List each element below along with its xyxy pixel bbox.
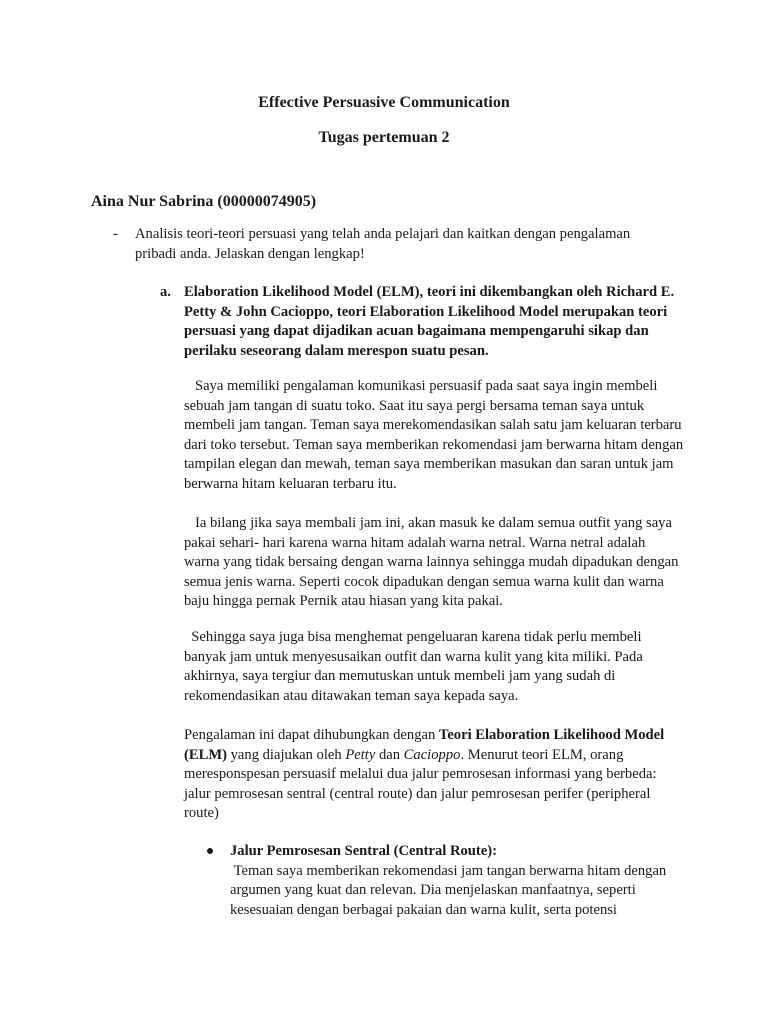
question-item [113,225,673,264]
paragraph-4-author1: Petty [345,746,376,763]
paragraph-4-mid1: yang diajukan oleh [226,746,346,763]
bullet-icon [207,848,213,854]
bullet-item-central-route [230,842,680,920]
paragraph-1 [184,377,684,494]
document-title: Effective Persuasive Communication [258,94,510,111]
paragraph-4 [184,726,684,824]
document-subtitle: Tugas pertemuan 2 [318,129,450,146]
paragraph-4-mid2: dan [375,746,404,763]
paragraph-2-text: Ia bilang jika saya membali jam ini, akan masuk ke dalam semua outfit yang saya pakai sehari- hari karena warna hitam adalah warna netral. Warna netral adalah warna yang tidak bersaing dengan warna lainnya sehingga mudah dipadukan dengan semua jenis warna. Seperti cocok dipadukan dengan semua warna kulit dan warna baju hingga pernak Pernik atau hiasan yang kita pakai. [184,515,679,609]
paragraph-3-text: Sehingga saya juga bisa menghemat pengeluaran karena tidak perlu membeli banyak jam untuk menyesusaikan outfit dan warna kulit yang kita miliki. Pada akhirnya, saya tergiur dan memutuskan untuk membeli jam yang sudah di rekomendasikan atau ditawakan teman saya kepada saya. [184,629,643,704]
author-name: Aina Nur Sabrina (00000074905) [91,193,317,210]
paragraph-4-rest: . Menurut teori ELM, orang meresponspesan persuasif melalui dua jalur pemrosesan informasi yang berbeda: jalur pemrosesan sentral (central route) dan jalur pemrosesan perifer (peripheral route) [184,746,657,821]
bullet-heading: Jalur Pemrosesan Sentral (Central Route): [230,843,497,859]
list-marker-a: a. [160,284,171,300]
question-text: Analisis teori-teori persuasi yang telah anda pelajari dan kaitkan dengan pengalaman pribadi anda. Jelaskan dengan lengkap! [135,226,631,262]
paragraph-3 [184,628,684,706]
paragraph-4-author2: Cacioppo [403,746,461,763]
dash-marker: - [113,226,118,242]
paragraph-4-lead: Pengalaman ini dapat dihubungkan dengan [184,727,439,743]
paragraph-2 [184,514,684,612]
bullet-text [230,862,680,921]
paragraph-1-text: Saya memiliki pengalaman komunikasi persuasif pada saat saya ingin membeli sebuah jam tangan di suatu toko. Saat itu saya pergi bersama teman saya untuk membeli jam tangan. Teman saya merekomendasikan salah satu jam keluaran terbaru dari toko tersebut. Teman saya memberikan rekomendasi jam berwarna hitam dengan tampilan elegan dan mewah, teman saya memberikan masukan dan saran untuk jam berwarna hitam keluaran terbaru itu. [184,378,684,492]
section-a-heading: Elaboration Likelihood Model (ELM), teori ini dikembangkan oleh Richard E. Petty & John Cacioppo, teori Elaboration Likelihood Model merupakan teori persuasi yang dapat dijadikan acuan bagaimana mempengaruhi sikap dan perilaku seseorang dalam merespon suatu pesan. [184,284,675,359]
paragraph-4-theory: Teori Elaboration Likelihood Model (ELM) [184,727,665,763]
bullet-text-content: Teman saya memberikan rekomendasi jam tangan berwarna hitam dengan argumen yang kuat dan relevan. Dia menjelaskan manfaatnya, seperti kesesuaian dengan berbagai pakaian dan warna kulit, serta potensi [230,862,667,918]
